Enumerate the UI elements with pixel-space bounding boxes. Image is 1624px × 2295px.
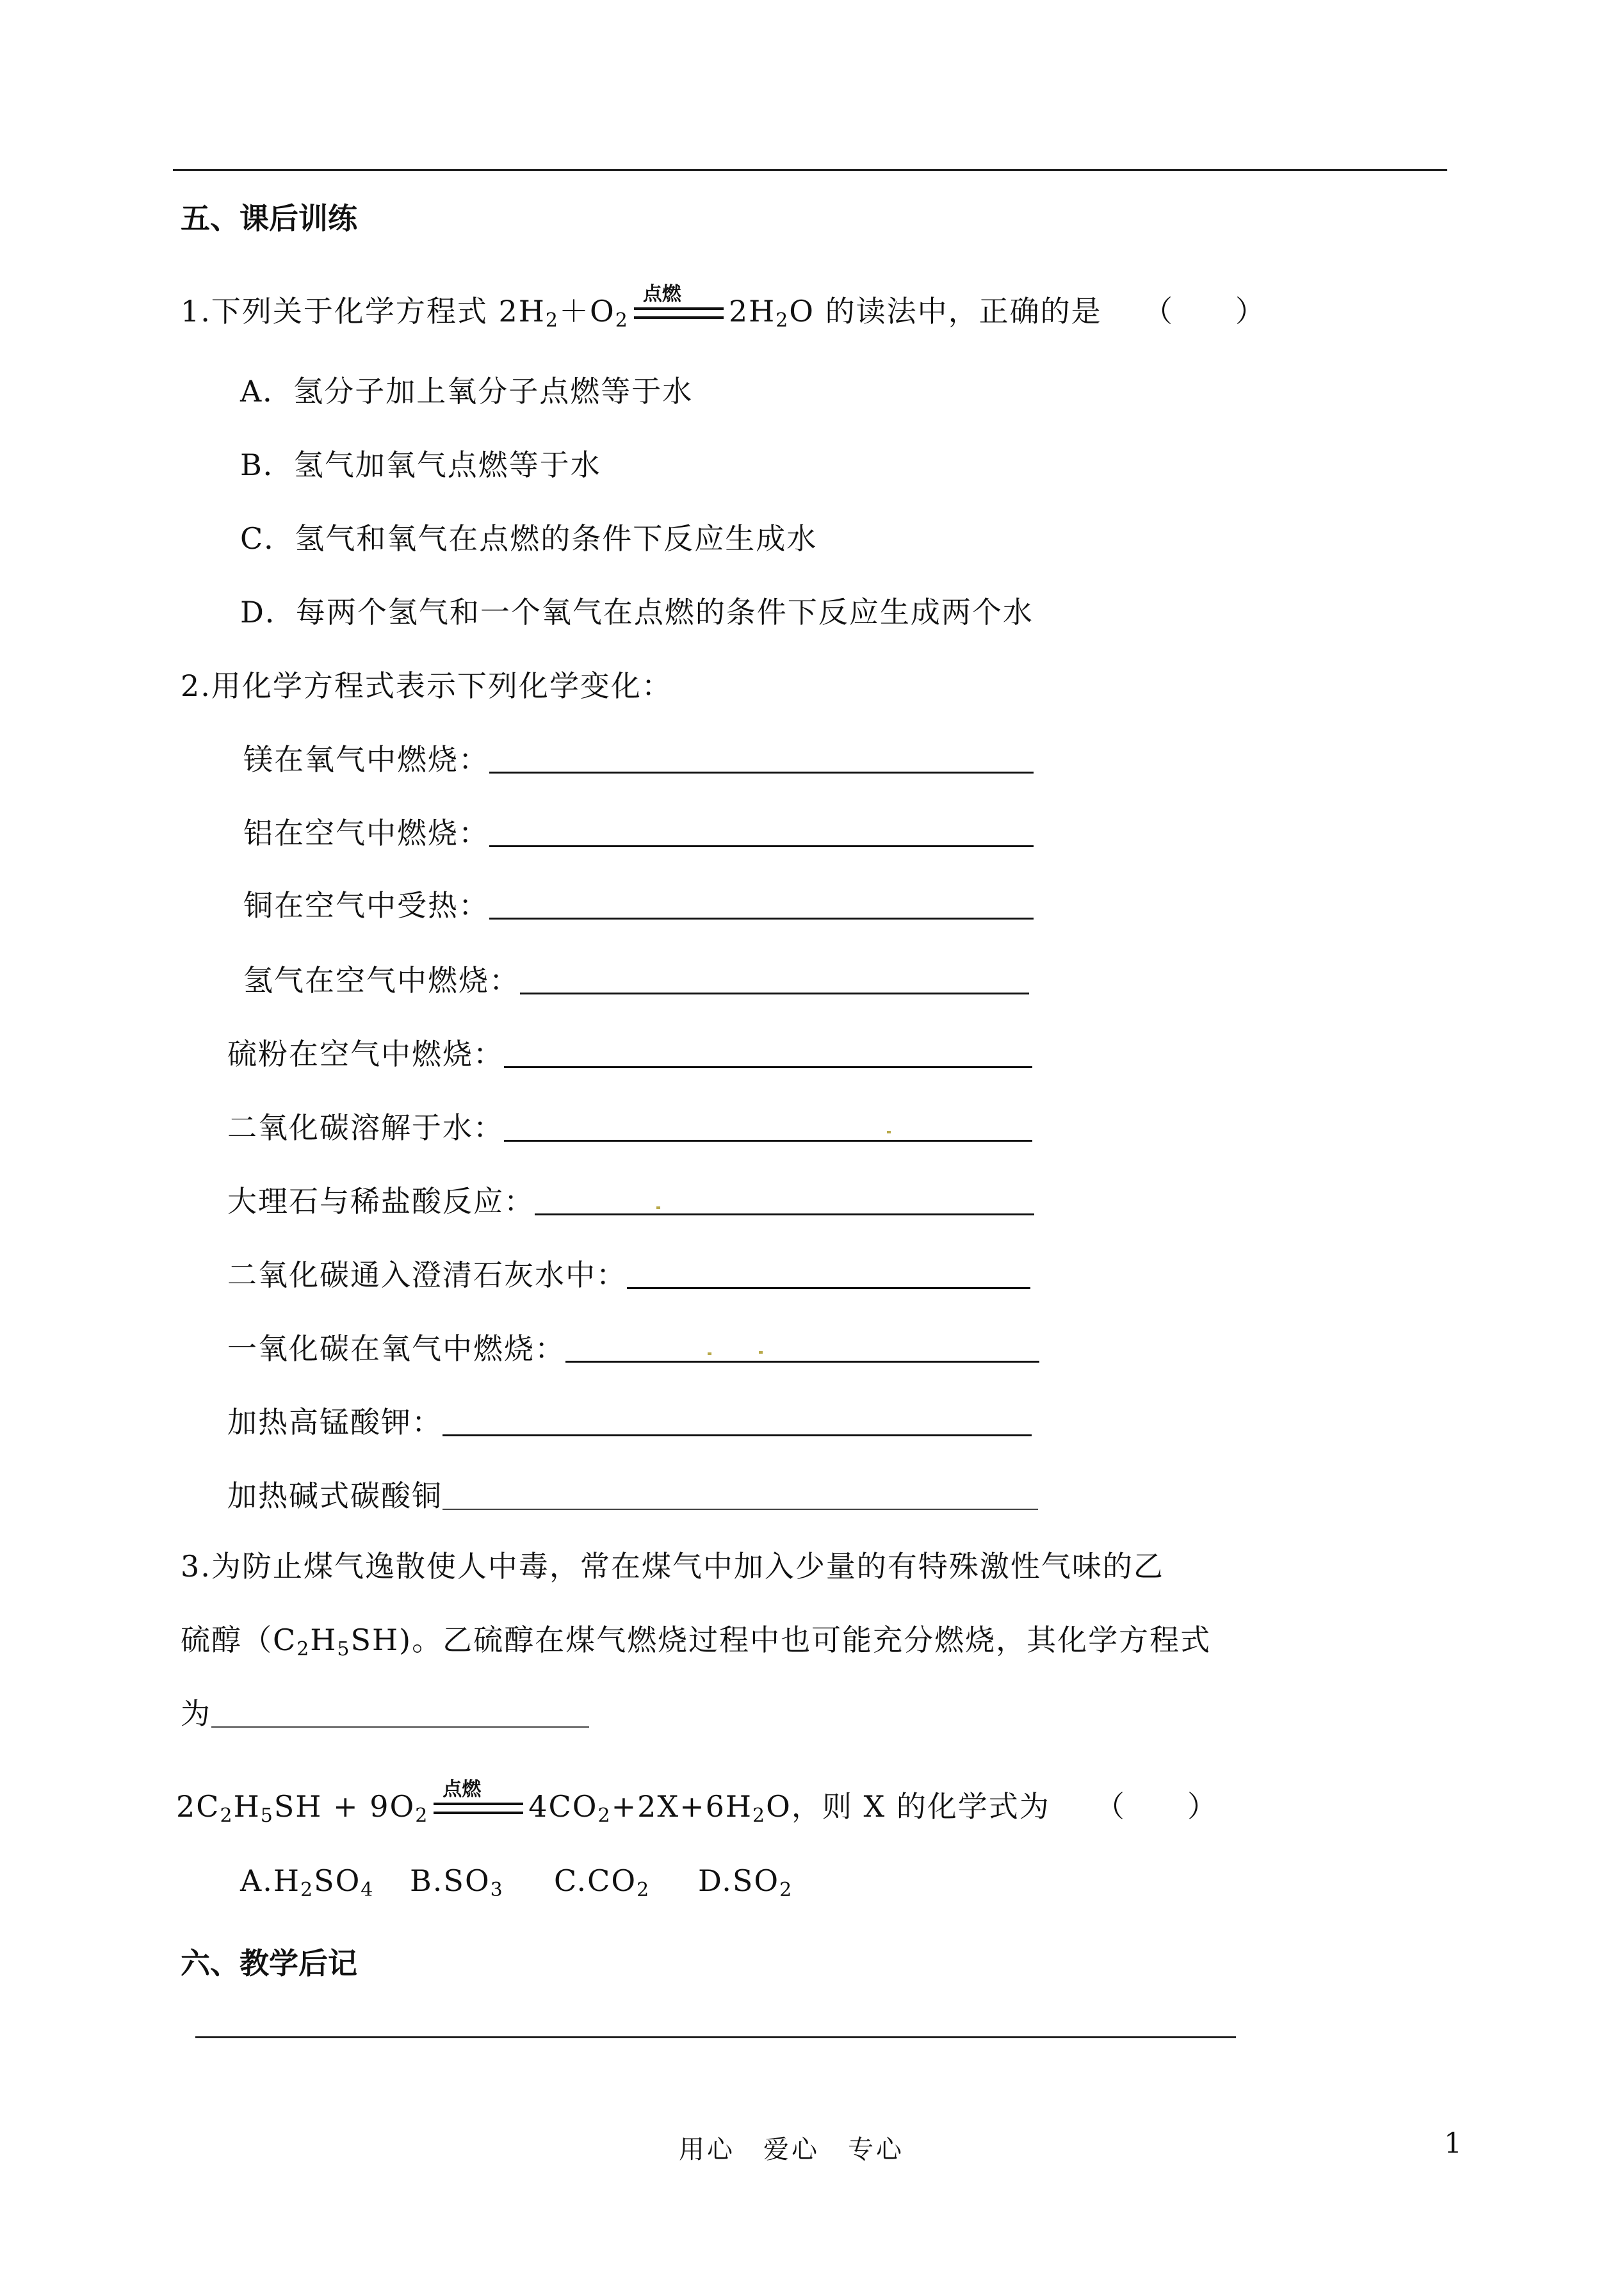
- choice-text: C.CO: [554, 1863, 637, 1898]
- answer-blank[interactable]: [565, 1331, 1039, 1363]
- q3-line2-post: SH)。乙硫醇在煤气燃烧过程中也可能充分燃烧，其化学方程式: [350, 1623, 1212, 1657]
- q3-equation: [176, 1778, 1050, 1827]
- answer-blank[interactable]: [211, 1697, 589, 1728]
- q2-item-label: 铜在空气中受热：: [243, 888, 489, 923]
- answer-blank[interactable]: [504, 1037, 1032, 1068]
- q1-product: 2H: [728, 294, 776, 328]
- answer-blank[interactable]: [489, 888, 1034, 920]
- q2-item-1: [243, 736, 1034, 779]
- q2-item-label: 二氧化碳通入澄清石灰水中：: [227, 1258, 627, 1292]
- reaction-condition: [434, 1778, 523, 1819]
- question-2-prompt: 2.用化学方程式表示下列化学变化：: [181, 669, 672, 703]
- answer-blank[interactable]: [504, 1110, 1032, 1142]
- q1-product-sub: 2: [775, 309, 790, 332]
- q1-option-d: D．每两个氢气和一个氧气在点燃的条件下反应生成两个水: [240, 595, 1034, 629]
- question-1-stem: [181, 283, 1102, 332]
- answer-blank[interactable]: [489, 816, 1034, 847]
- eq-part: 4CO: [528, 1789, 598, 1824]
- q3-choice-c: [554, 1863, 651, 1901]
- answer-blank[interactable]: [443, 1405, 1032, 1436]
- eq-part: O，则 X 的化学式为: [766, 1789, 1050, 1824]
- q2-item-label: 加热碱式碳酸铜: [227, 1479, 443, 1513]
- answer-blank[interactable]: [535, 1184, 1034, 1215]
- scan-speck: [708, 1352, 711, 1355]
- q3-line-3: [181, 1691, 589, 1733]
- scan-speck: [656, 1206, 660, 1209]
- q2-item-label: 一氧化碳在氧气中燃烧：: [227, 1331, 565, 1366]
- q1-prefix: 1.下列关于化学方程式 2H: [181, 294, 546, 328]
- q2-item-4: [243, 957, 1029, 1000]
- eq-part: 2C: [176, 1789, 220, 1824]
- choice-text: D.SO: [698, 1863, 780, 1898]
- choice-sub: 2: [637, 1879, 651, 1901]
- answer-blank[interactable]: [489, 742, 1034, 774]
- q3-line2-pre: 硫醇（C: [181, 1623, 297, 1657]
- q3-line2-mid: H: [310, 1623, 337, 1657]
- page-number: 1: [1444, 2127, 1462, 2160]
- q3-choice-d: [698, 1863, 793, 1901]
- choice-text: B.SO: [410, 1863, 491, 1898]
- choice-sub: 4: [361, 1879, 375, 1901]
- q2-item-5: [227, 1031, 1032, 1073]
- q3-line2-sub2: 5: [337, 1638, 351, 1660]
- q1-o-sub: 2: [615, 309, 629, 332]
- q3-line3-label: 为: [181, 1696, 211, 1731]
- q2-item-10: [227, 1399, 1032, 1441]
- q3-line-1: 3.为防止煤气逸散使人中毒，常在煤气中加入少量的有特殊激性气味的乙: [181, 1549, 1164, 1584]
- q3-line2-sub1: 2: [296, 1638, 311, 1660]
- q2-item-label: 加热高锰酸钾：: [227, 1405, 443, 1439]
- eq-sub: 2: [220, 1804, 234, 1827]
- q2-item-label: 二氧化碳溶解于水：: [227, 1110, 504, 1145]
- equals-bars: [634, 307, 724, 319]
- eq-part: H: [233, 1789, 261, 1824]
- q3-choice-b: [410, 1863, 504, 1901]
- q1-h-sub: 2: [545, 309, 559, 332]
- choice-text: SO: [314, 1863, 361, 1898]
- q2-item-9: [227, 1326, 1039, 1368]
- eq-sub: 5: [260, 1804, 274, 1827]
- q3-answer-bracket: （ ）: [1095, 1789, 1218, 1824]
- choice-sub: 2: [300, 1879, 314, 1901]
- answer-blank[interactable]: [443, 1479, 1038, 1510]
- eq-sub: 2: [752, 1804, 767, 1827]
- q2-item-label: 氢气在空气中燃烧：: [243, 963, 520, 998]
- scan-speck: [759, 1351, 763, 1354]
- q2-item-label: 镁在氧气中燃烧：: [243, 742, 489, 777]
- condition-label: 点燃: [642, 283, 681, 305]
- scan-speck: [887, 1131, 891, 1133]
- eq-part: +2X+6H: [611, 1789, 753, 1824]
- eq-part: SH + 9O: [273, 1789, 416, 1824]
- q2-item-6: [227, 1105, 1032, 1147]
- q2-item-3: [243, 882, 1034, 925]
- q3-choice-a: [240, 1863, 375, 1901]
- header-rule: [173, 169, 1447, 171]
- q1-answer-bracket: （ ）: [1143, 294, 1266, 328]
- reaction-condition: [634, 283, 724, 324]
- section-title-6: 六、教学后记: [181, 1946, 357, 1981]
- equals-bars: [434, 1803, 523, 1814]
- q3-line-2: [181, 1617, 1211, 1659]
- q2-item-8: [227, 1252, 1030, 1294]
- choice-sub: 2: [779, 1879, 793, 1901]
- answer-blank[interactable]: [520, 963, 1029, 994]
- q1-option-b: B．氢气加氧气点燃等于水: [240, 448, 601, 482]
- notes-rule: [195, 2036, 1236, 2038]
- eq-sub: 2: [597, 1804, 612, 1827]
- choice-text: A.H: [240, 1863, 300, 1898]
- q2-item-label: 大理石与稀盐酸反应：: [227, 1184, 535, 1219]
- footer-motto: 用心 爱心 专心: [679, 2135, 904, 2164]
- q1-product-post: O 的读法中，正确的是: [789, 294, 1102, 328]
- answer-blank[interactable]: [627, 1258, 1030, 1289]
- choice-sub: 3: [490, 1879, 504, 1901]
- q2-item-7: [227, 1178, 1034, 1220]
- q2-item-2: [243, 810, 1034, 852]
- q1-plus-o: ＋O: [559, 294, 615, 328]
- q2-item-11: [227, 1473, 1038, 1515]
- q1-option-a: A．氢分子加上氧分子点燃等于水: [240, 374, 694, 409]
- section-title-5: 五、课后训练: [181, 201, 357, 236]
- eq-sub: 2: [415, 1804, 429, 1827]
- condition-label: 点燃: [443, 1778, 482, 1801]
- q2-item-label: 铝在空气中燃烧：: [243, 816, 489, 850]
- q1-option-c: C．氢气和氧气在点燃的条件下反应生成水: [240, 521, 818, 556]
- q2-item-label: 硫粉在空气中燃烧：: [227, 1037, 504, 1071]
